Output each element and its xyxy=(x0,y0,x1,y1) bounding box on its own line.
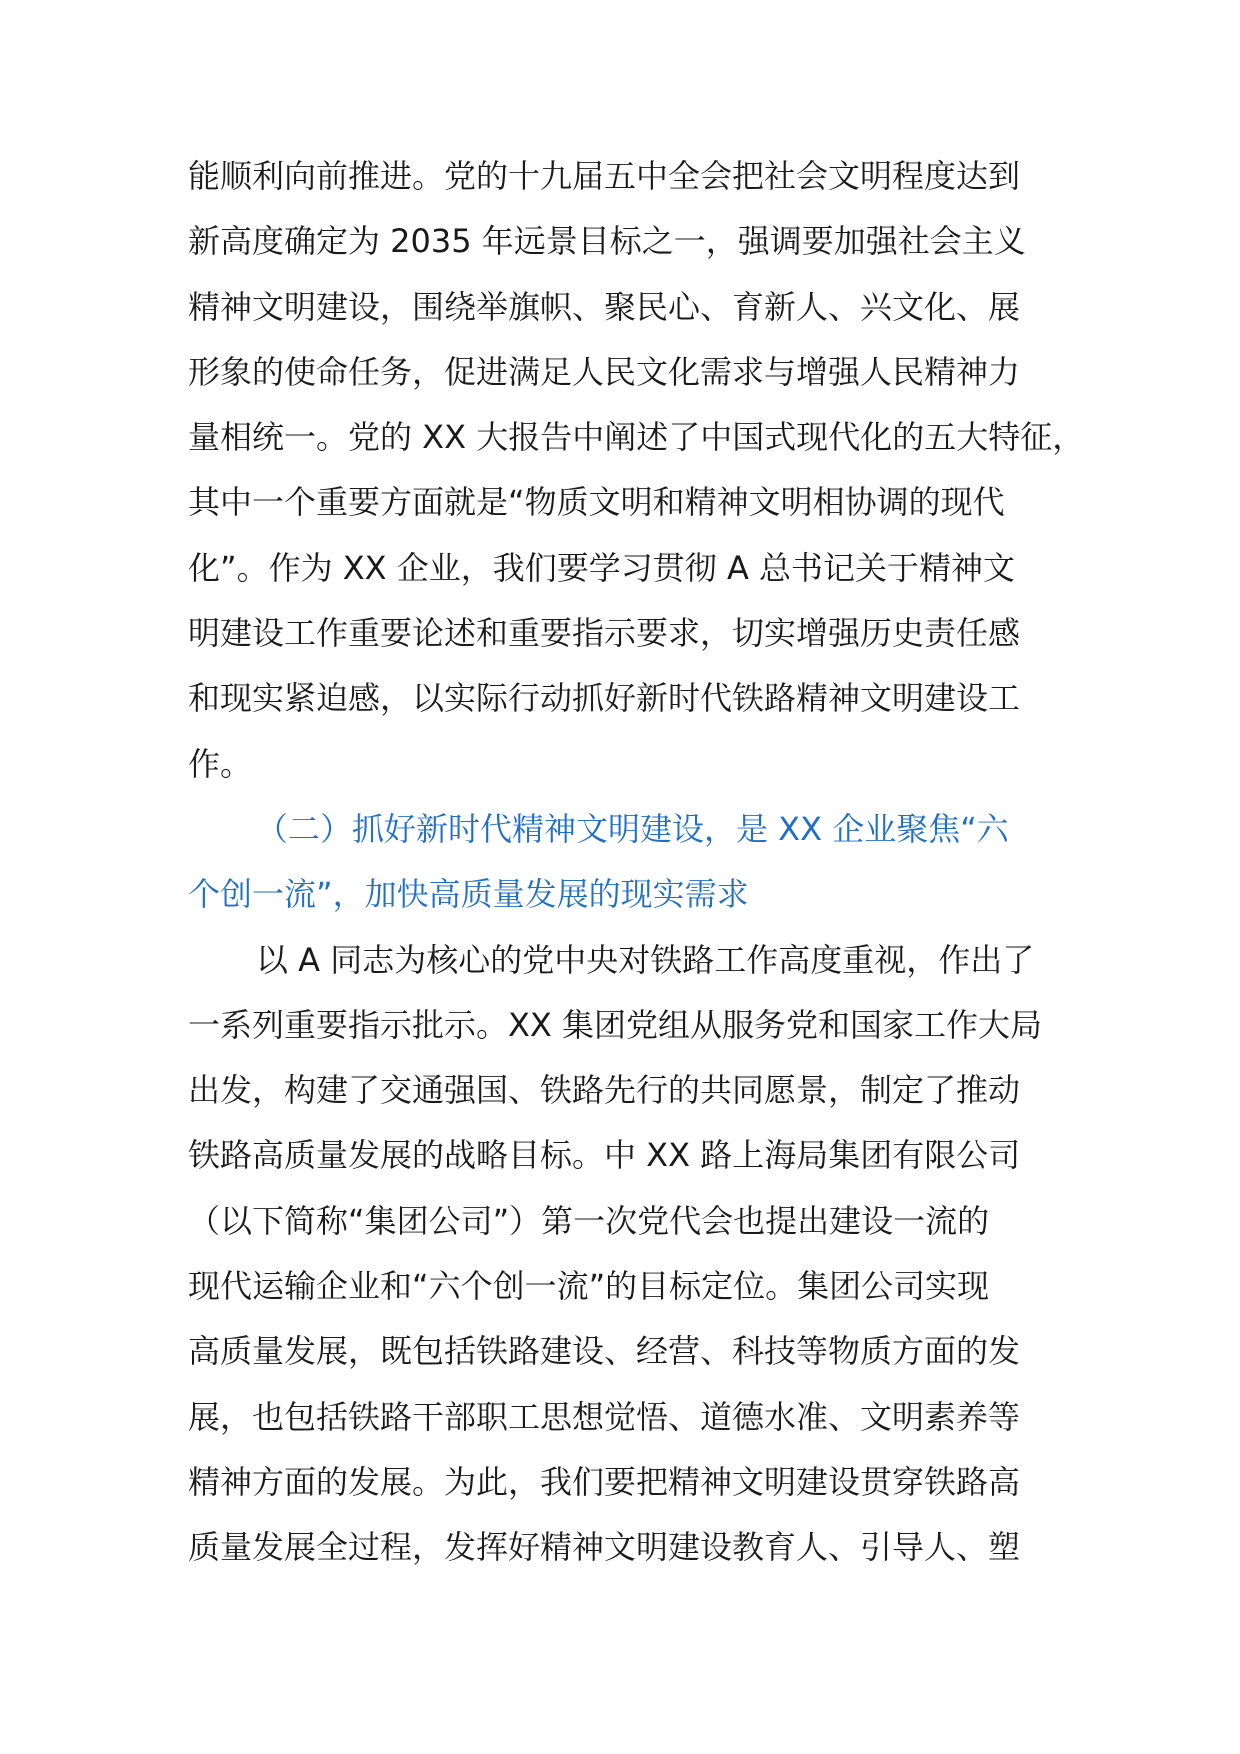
paragraph-2-line: （以下简称“集团公司”）第一次党代会也提出建设一流的 xyxy=(188,1201,990,1240)
paragraph-2-line: 铁路高质量发展的战略目标。中 XX 路上海局集团有限公司 xyxy=(188,1136,1021,1175)
paragraph-1-line: 其中一个重要方面就是“物质文明和精神文明相协调的现代 xyxy=(188,483,1005,522)
section-heading-line: （二）抓好新时代精神文明建设，是 XX 企业聚焦“六 xyxy=(256,809,1009,848)
paragraph-1-line: 精神文明建设，围绕举旗帜、聚民心、育新人、兴文化、展 xyxy=(188,287,1021,326)
paragraph-1-line: 能顺利向前推进。党的十九届五中全会把社会文明程度达到 xyxy=(188,157,1021,195)
paragraph-2-line: 一系列重要指示批示。XX 集团党组从服务党和国家工作大局 xyxy=(188,1005,1043,1044)
paragraph-1-line: 新高度确定为 2035 年远景目标之一，强调要加强社会主义 xyxy=(188,222,1026,261)
paragraph-1-line: 量相统一。党的 XX 大报告中阐述了中国式现代化的五大特征， xyxy=(188,418,1085,457)
section-heading-line: 个创一流”，加快高质量发展的现实需求 xyxy=(188,875,749,914)
paragraph-1-line: 化”。作为 XX 企业，我们要学习贯彻 A 总书记关于精神文 xyxy=(188,548,1016,587)
paragraph-2-line: 出发，构建了交通强国、铁路先行的共同愿景，制定了推动 xyxy=(188,1071,1021,1110)
paragraph-2-line: 精神方面的发展。为此，我们要把精神文明建设贯穿铁路高 xyxy=(188,1462,1021,1501)
paragraph-1-line: 明建设工作重要论述和重要指示要求，切实增强历史责任感 xyxy=(188,614,1021,653)
paragraph-2-line: 高质量发展，既包括铁路建设、经营、科技等物质方面的发 xyxy=(188,1332,1021,1371)
paragraph-1-line: 形象的使命任务，促进满足人民文化需求与增强人民精神力 xyxy=(188,352,1021,391)
document-body xyxy=(188,144,1088,1581)
paragraph-2-line: 以 A 同志为核心的党中央对铁路工作高度重视，作出了 xyxy=(256,940,1035,979)
paragraph-2-line: 展，也包括铁路干部职工思想觉悟、道德水准、文明素养等 xyxy=(188,1397,1021,1436)
paragraph-2-line: 质量发展全过程，发挥好精神文明建设教育人、引导人、塑 xyxy=(188,1528,1021,1567)
paragraph-1-line: 和现实紧迫感，以实际行动抓好新时代铁路精神文明建设工 xyxy=(188,679,1021,718)
paragraph-1-line: 作。 xyxy=(188,744,253,783)
paragraph-2-line: 现代运输企业和“六个创一流”的目标定位。集团公司实现 xyxy=(188,1267,990,1306)
